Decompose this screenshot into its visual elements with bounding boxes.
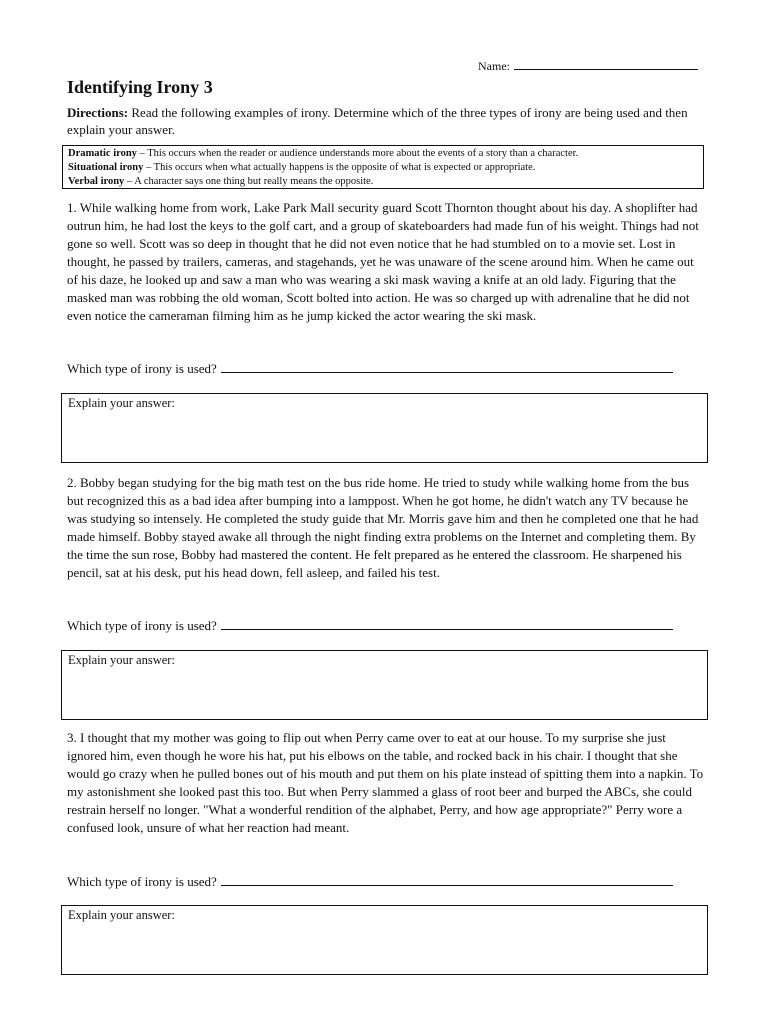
- name-blank-line[interactable]: [514, 58, 698, 70]
- question-3-text: 3. I thought that my mother was going to flip out when Perry came over to eat at our house. To my surprise she just ignored him, even though he wore his hat, put his elbows on the table, and rocked back in his chair. I thought that she would go crazy when he pulled bones out of his mouth and put them on his plate instead of spitting them into a napkin. To my astonishment she looked past this too. But when Perry slammed a glass of root beer and burped the ABCs, she could restrain herself no longer. "What a wonderful rendition of the alphabet, Perry, and how age appropriate?" Perry wore a confused look, unsure of what her reaction had meant.: [67, 730, 704, 835]
- question-2-explain-box[interactable]: [61, 650, 708, 720]
- definition-text: – This occurs when what actually happens is the opposite of what is expected or appropriate.: [143, 162, 536, 173]
- question-2-irony-type[interactable]: [67, 617, 673, 635]
- question-3-irony-type[interactable]: [67, 873, 673, 891]
- definition-text: – This occurs when the reader or audience understands more about the events of a story than a character.: [136, 148, 579, 159]
- definitions-box: [62, 145, 704, 189]
- question-1-explain-box[interactable]: [61, 393, 708, 463]
- question-1-irony-type[interactable]: [67, 360, 673, 378]
- which-label: Which type of irony is used?: [67, 361, 217, 376]
- directions-label: Directions:: [67, 105, 129, 120]
- explain-label: Explain your answer:: [68, 653, 175, 667]
- irony-type-blank-line[interactable]: [221, 617, 673, 630]
- directions: [67, 104, 707, 138]
- definition-term: Verbal irony: [68, 176, 125, 187]
- question-1-text: 1. While walking home from work, Lake Park Mall security guard Scott Thornton thought about his day. A shoplifter had outrun him, he had lost the keys to the golf cart, and a group of skateboarders had made fun of his weight. Things had not gone so well. Scott was so deep in thought that he did not even notice that he had stumbled on to a movie set. Lost in thought, he passed by trailers, cameras, and stagehands, yet he was unaware of the scene around him. When he came out of his daze, he looked up and saw a man who was wearing a ski mask waving a knife at an old lady. Figuring that the masked man was robbing the old woman, Scott bolted into action. He was so charged up with adrenaline that he did not even notice the cameraman filming him as he jump kicked the actor wearing the ski mask.: [67, 200, 699, 323]
- directions-text: Read the following examples of irony. Determine which of the three types of irony are being used and then explain your answer.: [67, 105, 688, 137]
- definition-text: – A character says one thing but really means the opposite.: [124, 176, 374, 187]
- explain-label: Explain your answer:: [68, 908, 175, 922]
- definition-verbal: [68, 175, 698, 189]
- explain-label: Explain your answer:: [68, 396, 175, 410]
- definition-dramatic: [68, 147, 698, 161]
- irony-type-blank-line[interactable]: [221, 873, 673, 886]
- which-label: Which type of irony is used?: [67, 874, 217, 889]
- name-field[interactable]: [478, 58, 698, 74]
- definition-situational: [68, 161, 698, 175]
- definition-term: Situational irony: [68, 162, 144, 173]
- irony-type-blank-line[interactable]: [221, 360, 673, 373]
- definition-term: Dramatic irony: [68, 148, 137, 159]
- question-3-explain-box[interactable]: [61, 905, 708, 975]
- page-title: Identifying Irony 3: [67, 77, 213, 97]
- which-label: Which type of irony is used?: [67, 618, 217, 633]
- name-label: Name:: [478, 59, 510, 73]
- question-2-text: 2. Bobby began studying for the big math test on the bus ride home. He tried to study while walking home from the bus but recognized this as a bad idea after bumping into a lamppost. When he got home, he didn't watch any TV because he was studying so intensely. He completed the study guide that Mr. Morris gave him and then he completed one that he had made himself. Bobby stayed awake all through the night finding extra problems on the Internet and completing them. By the time the sun rose, Bobby had mastered the content. He felt prepared as he entered the classroom. He sharpened his pencil, sat at his desk, put his head down, fell asleep, and failed his test.: [67, 475, 699, 580]
